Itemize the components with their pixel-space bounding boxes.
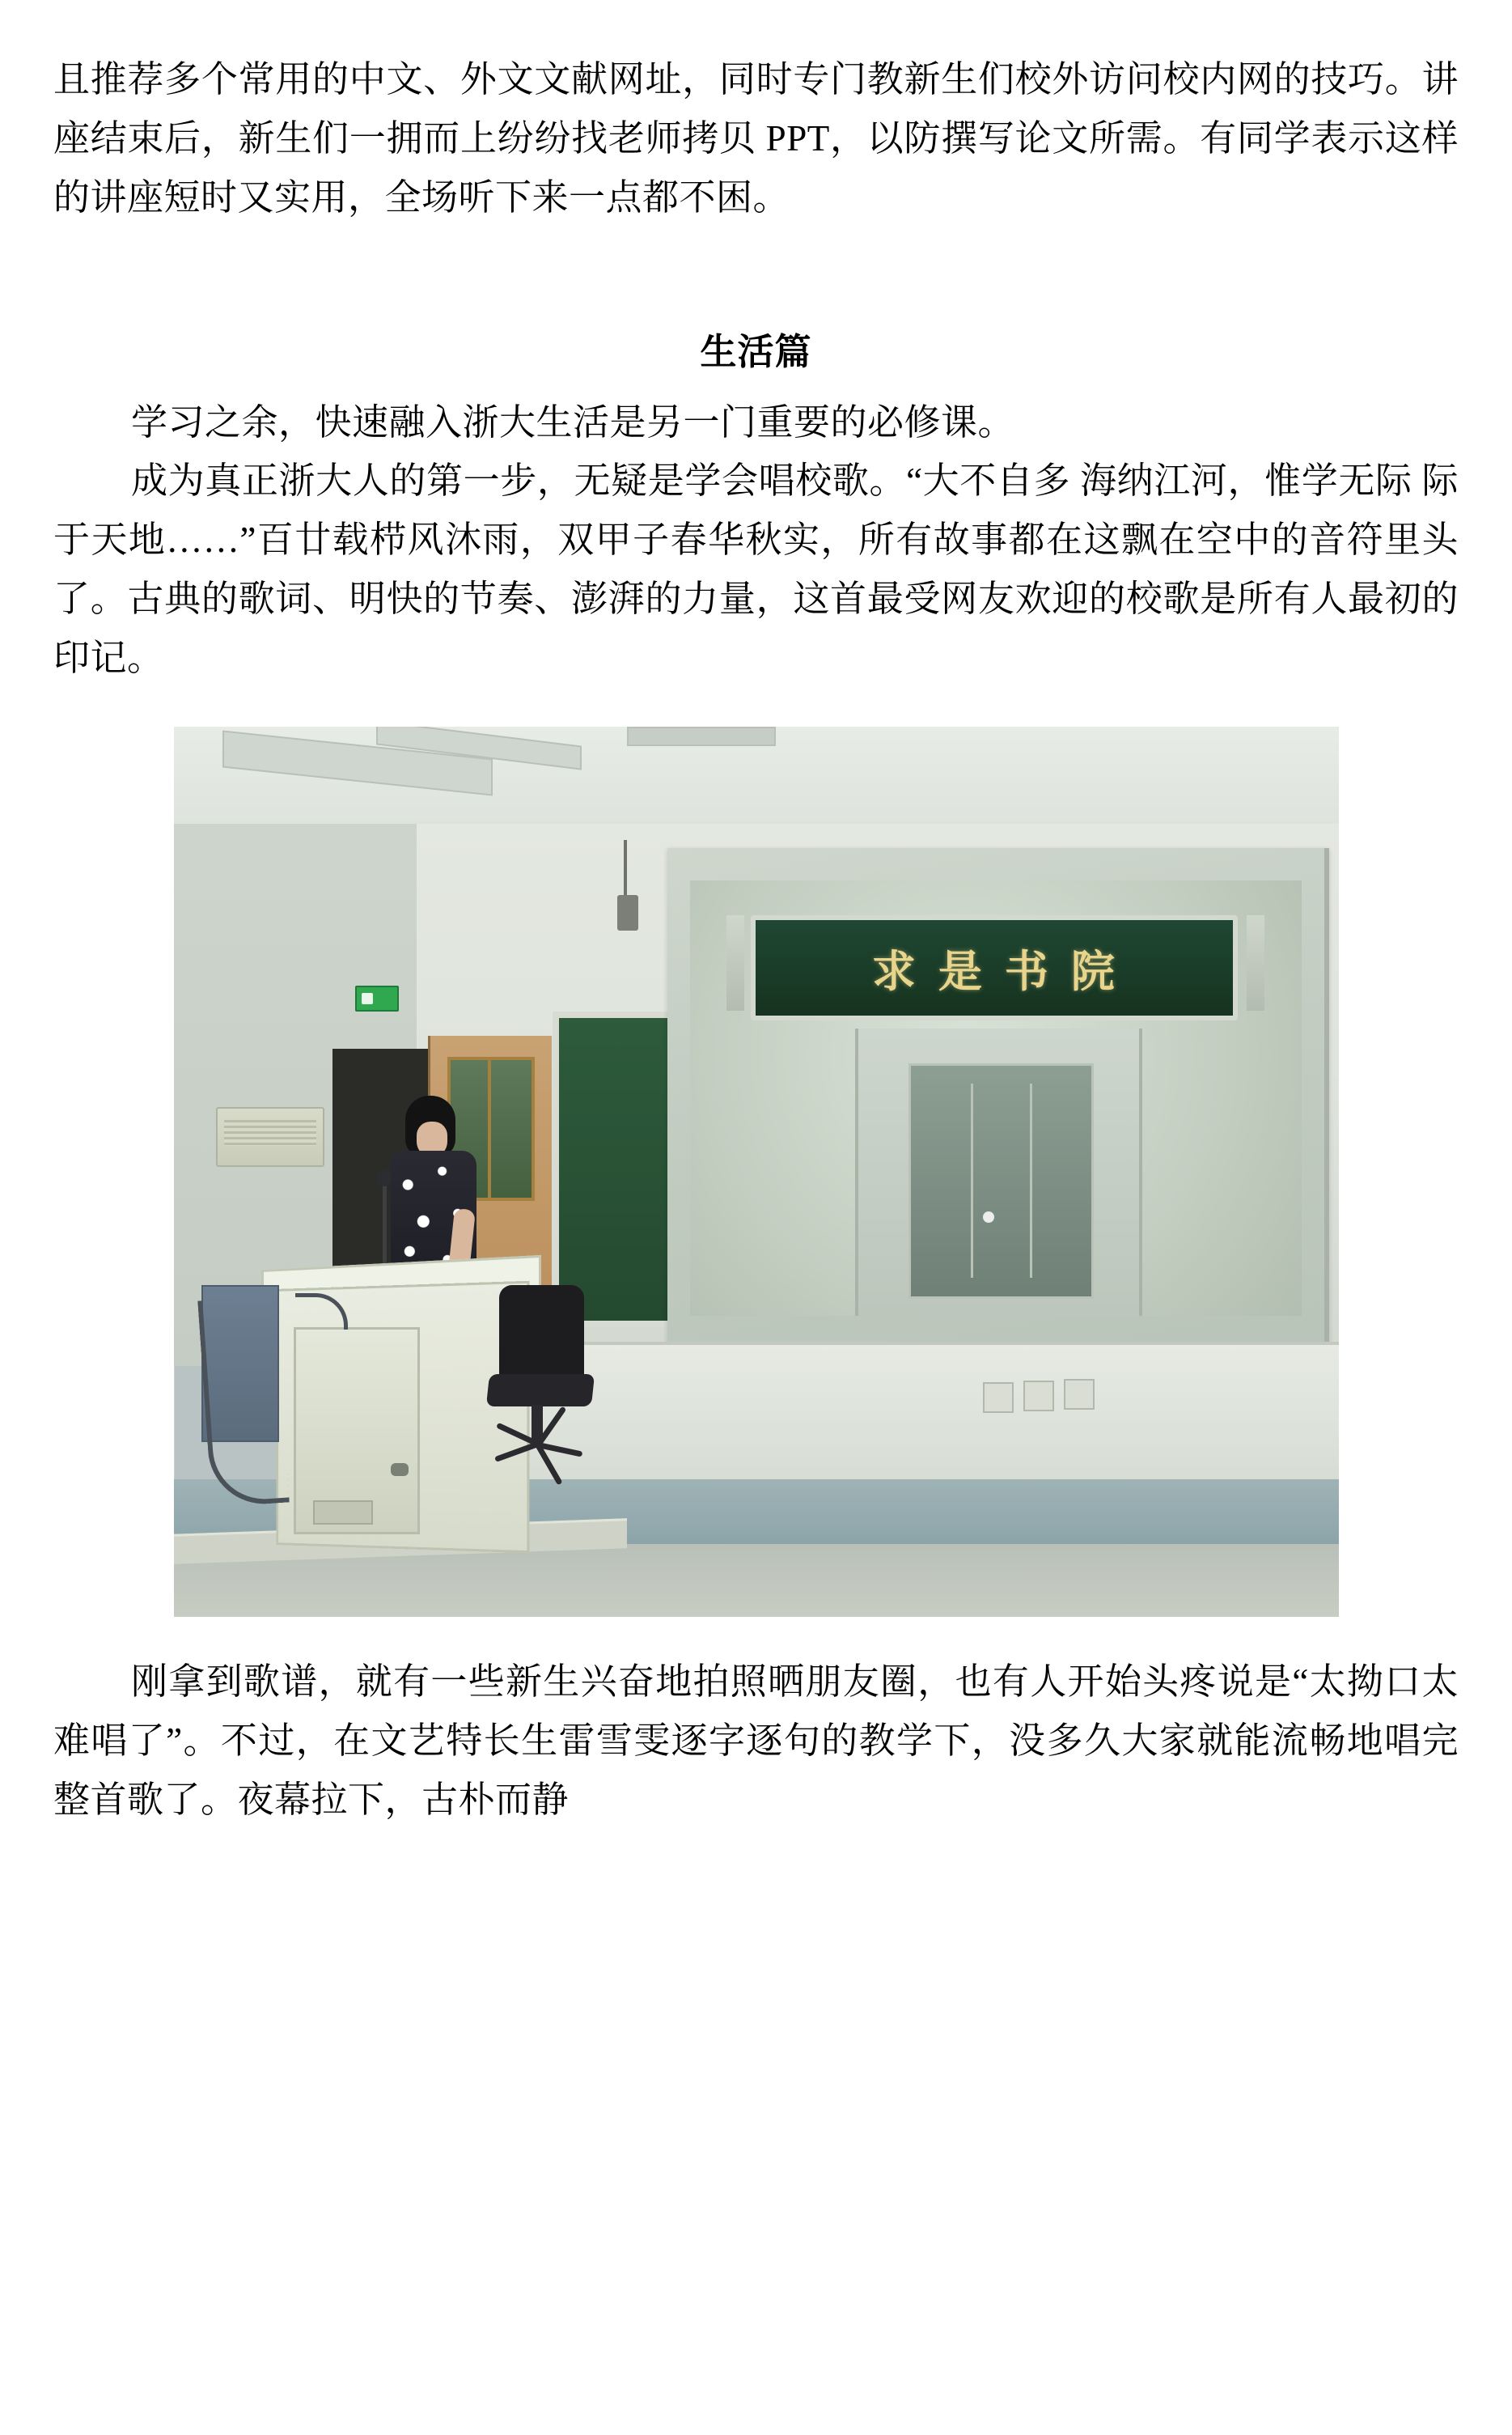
photo-lecture-room [174, 727, 1339, 1617]
office-chair-back [499, 1285, 584, 1382]
plaque-pillar [726, 915, 744, 1011]
plaque-pillar [1247, 915, 1264, 1011]
ceiling-panel [627, 727, 776, 746]
wall-socket [1023, 1381, 1054, 1411]
office-chair-base [491, 1442, 588, 1471]
paragraph-life-intro: 学习之余，快速融入浙大生活是另一门重要的必修课。 [131, 401, 1015, 443]
projector-cable [624, 840, 627, 897]
plaque-char-1: 求 [871, 947, 917, 996]
section-heading: 生活篇 [700, 331, 812, 372]
paragraph-song-teaching: 刚拿到歌谱，就有一些新生兴奋地拍照晒朋友圈，也有人开始头疼说是“太拗口太难唱了”。不过，在文艺特长生雷雪雯逐字逐句的教学下，没多久大家就能流畅地唱完整首歌了。夜幕拉下，古朴而静 [53, 1661, 1459, 1820]
podium-knob [391, 1463, 409, 1476]
paragraph-school-song: 成为真正浙大人的第一步，无疑是学会唱校歌。“大不自多 海纳江河，惟学无际 际于天地……”百廿载栉风沐雨，双甲子春华秋实，所有故事都在这飘在空中的音符里头了。古典的歌词、明快的节奏、澎湃的力量，这首最受网友欢迎的校歌是所有人最初的印记。 [53, 460, 1459, 679]
power-cable [197, 1296, 290, 1508]
wall-socket [983, 1382, 1014, 1413]
podium-vent [313, 1500, 373, 1525]
plaque-char-3: 书 [1004, 947, 1050, 996]
paragraph-continuation: 且推荐多个常用的中文、外文文献网址，同时专门教新生们校外访问校内网的技巧。讲座结束后，新生们一拥而上纷纷找老师拷贝 PPT，以防撰写论文所需。有同学表示这样的讲座短时又实用，全场听下来一点都不困。 [53, 59, 1459, 218]
projection-screen [667, 848, 1329, 1358]
microphone-icon [376, 1170, 392, 1186]
projector-icon [617, 895, 638, 931]
building-doorway [908, 1063, 1094, 1299]
plaque-char-2: 是 [938, 947, 984, 996]
exit-sign-icon [355, 986, 399, 1012]
qiushi-academy-plaque [751, 915, 1238, 1020]
paragraph-gap [53, 227, 1459, 323]
academy-building [855, 1029, 1143, 1316]
heading-gap [53, 382, 1459, 393]
office-chair-seat [485, 1374, 594, 1406]
projected-image [690, 880, 1302, 1316]
air-conditioner-icon [216, 1107, 324, 1167]
figure-classroom-photo [53, 727, 1459, 1617]
wall-socket [1064, 1379, 1095, 1410]
blackboard [553, 1012, 674, 1327]
plaque-char-4: 院 [1070, 947, 1116, 996]
